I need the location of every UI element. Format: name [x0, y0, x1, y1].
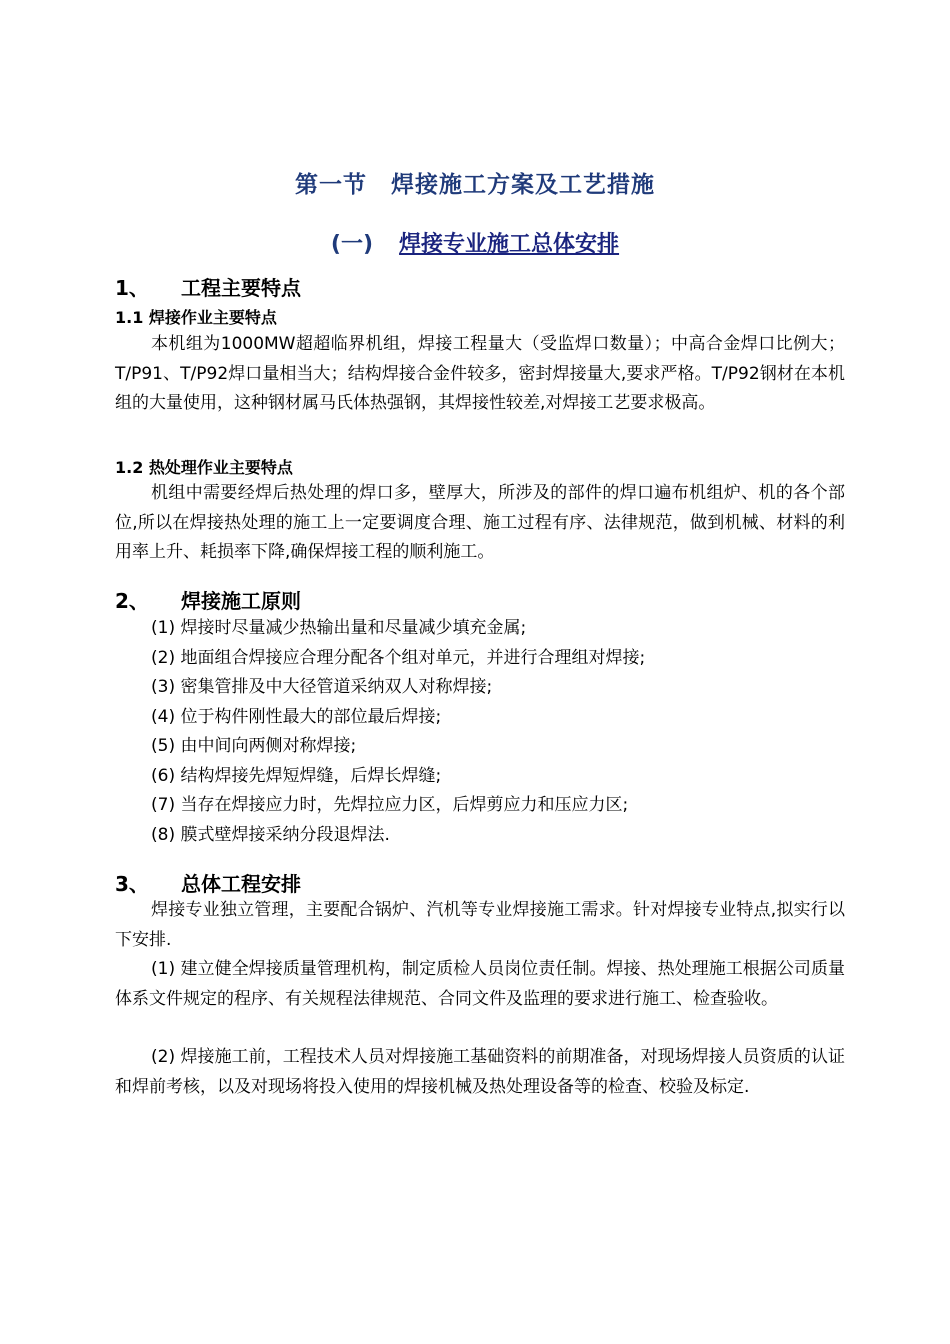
- heading-3: [115, 868, 301, 897]
- principle-item: (4) 位于构件刚性最大的部位最后焊接;: [151, 707, 442, 727]
- heading-2-number: 2、: [115, 589, 149, 613]
- heading-1-title: 工程主要特点: [181, 276, 301, 300]
- section-title: 第一节 焊接施工方案及工艺措施: [295, 172, 655, 198]
- heading-1-number: 1、: [115, 276, 149, 300]
- principle-item: (6) 结构焊接先焊短焊缝，后焊长焊缝;: [151, 766, 442, 786]
- paragraph-3-item-1: (1) 建立健全焊接质量管理机构，制定质检人员岗位责任制。焊接、热处理施工根据公司质量体系文件规定的程序、有关规程法律规范、合同文件及监理的要求进行施工、检查验收。: [115, 959, 845, 1009]
- principle-item: (2) 地面组合焊接应合理分配各个组对单元，并进行合理组对焊接;: [151, 648, 646, 668]
- subsection-title-text: 焊接专业施工总体安排: [399, 232, 620, 257]
- paragraph-3-item-2: (2) 焊接施工前，工程技术人员对焊接施工基础资料的前期准备，对现场焊接人员资质的认证和焊前考核，以及对现场将投入使用的焊接机械及热处理设备等的检查、校验及标定.: [115, 1047, 845, 1097]
- heading-3-number: 3、: [115, 872, 149, 896]
- principle-item: (1) 焊接时尽量减少热输出量和尽量减少填充金属;: [151, 618, 527, 638]
- principle-item: (5) 由中间向两侧对称焊接;: [151, 736, 357, 756]
- principle-item: (8) 膜式壁焊接采纳分段退焊法.: [151, 825, 390, 845]
- heading-3-title: 总体工程安排: [181, 872, 301, 896]
- principle-item: (3) 密集管排及中大径管道采纳双人对称焊接;: [151, 677, 493, 697]
- principle-item: (7) 当存在焊接应力时，先焊拉应力区，后焊剪应力和压应力区;: [151, 795, 629, 815]
- paragraph-1-1: 本机组为1000MW超超临界机组，焊接工程量大（受监焊口数量）；中高合金焊口比例大；T/P91、T/P92焊口量相当大；结构焊接合金件较多，密封焊接量大,要求严格。T/P92钢材在本机组的大量使用，这种钢材属马氏体热强钢，其焊接性较差,对焊接工艺要求极高。: [115, 334, 845, 413]
- subsection-title: [0, 227, 950, 258]
- heading-1-1: 1.1 焊接作业主要特点: [115, 308, 277, 327]
- heading-1-2: 1.2 热处理作业主要特点: [115, 458, 293, 477]
- heading-2: [115, 585, 301, 614]
- paragraph-3-intro: 焊接专业独立管理，主要配合锅炉、汽机等专业焊接施工需求。针对焊接专业特点,拟实行以下安排.: [115, 900, 845, 950]
- paragraph-1-2: 机组中需要经焊后热处理的焊口多，壁厚大，所涉及的部件的焊口遍布机组炉、机的各个部位,所以在焊接热处理的施工上一定要调度合理、施工过程有序、法律规范，做到机械、材料的利用率上升、耗损率下降,确保焊接工程的顺利施工。: [115, 483, 845, 562]
- heading-1: [115, 272, 301, 301]
- heading-2-title: 焊接施工原则: [181, 589, 301, 613]
- subsection-number: (一): [330, 232, 374, 257]
